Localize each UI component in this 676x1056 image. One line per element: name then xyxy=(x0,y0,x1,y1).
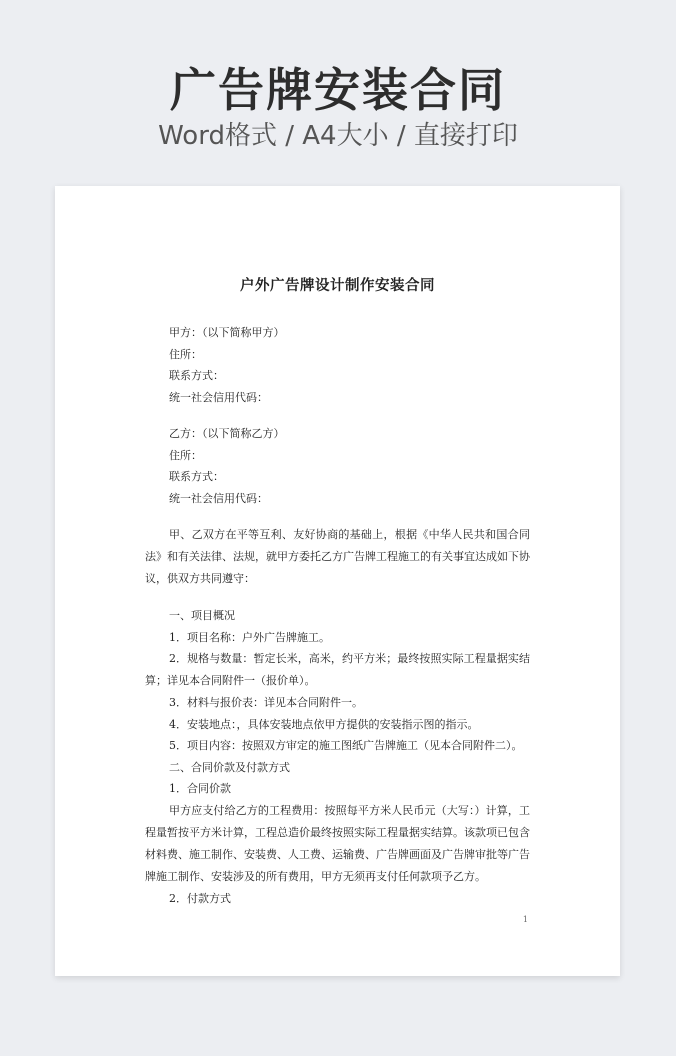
document-body xyxy=(145,276,530,909)
banner-subtitle: Word格式 / A4大小 / 直接打印 xyxy=(158,121,518,151)
party-b-address: 住所： xyxy=(169,448,202,462)
section-heading: 一、项目概况 xyxy=(169,609,235,622)
party-a-credit-code: 统一社会信用代码： xyxy=(169,390,268,404)
page-number: 1 xyxy=(522,915,528,924)
section-heading: 二、合同价款及付款方式 xyxy=(169,760,290,774)
party-b-name: 乙方：（以下简称乙方） xyxy=(169,427,285,440)
party-b-credit-code: 统一社会信用代码： xyxy=(169,491,268,505)
document-page xyxy=(55,186,620,976)
party-a-block xyxy=(145,322,530,408)
party-a-address: 住所： xyxy=(169,347,202,361)
banner-title: 广告牌安装合同 xyxy=(170,63,506,117)
sub-heading: 1．合同价款 xyxy=(169,782,231,795)
sub-heading: 2．付款方式 xyxy=(169,891,231,905)
contract-title: 户外广告牌设计制作安装合同 xyxy=(240,277,435,294)
list-item: 4．安装地点：，具体安装地点依甲方提供的安装指示图的指示。 xyxy=(169,717,479,731)
price-paragraph: 甲方应支付给乙方的工程费用：按照每平方米人民币元（大写：）计算，工程量暂按平方米计算，工程总造价最终按照实际工程量据实结算。该款项已包含材料费、施工制作、安装费、人工费、运输费、广告牌画面及广告牌审批等广告牌施工制作、安装涉及的所有费用，甲方无须再支付任何款项予乙方。 xyxy=(145,803,530,883)
party-a-contact: 联系方式： xyxy=(169,369,224,382)
list-item: 3．材料与报价表：详见本合同附件一。 xyxy=(169,696,363,709)
party-a-name: 甲方：（以下简称甲方） xyxy=(169,326,285,339)
party-b-contact: 联系方式： xyxy=(169,470,224,483)
list-item: 1．项目名称：户外广告牌施工。 xyxy=(169,630,330,644)
list-item: 2．规格与数量：暂定长米，高米，约平方米；最终按照实际工程量据实结算；详见本合同附件一（报价单）。 xyxy=(145,652,530,687)
intro-paragraph: 甲、乙双方在平等互利、友好协商的基础上，根据《中华人民共和国合同法》和有关法律、法规，就甲方委托乙方广告牌工程施工的有关事宜达成如下协议，供双方共同遵守： xyxy=(145,528,530,585)
party-b-block xyxy=(145,423,530,509)
list-item: 5．项目内容：按照双方审定的施工图纸广告牌施工（见本合同附件二）。 xyxy=(169,739,523,752)
